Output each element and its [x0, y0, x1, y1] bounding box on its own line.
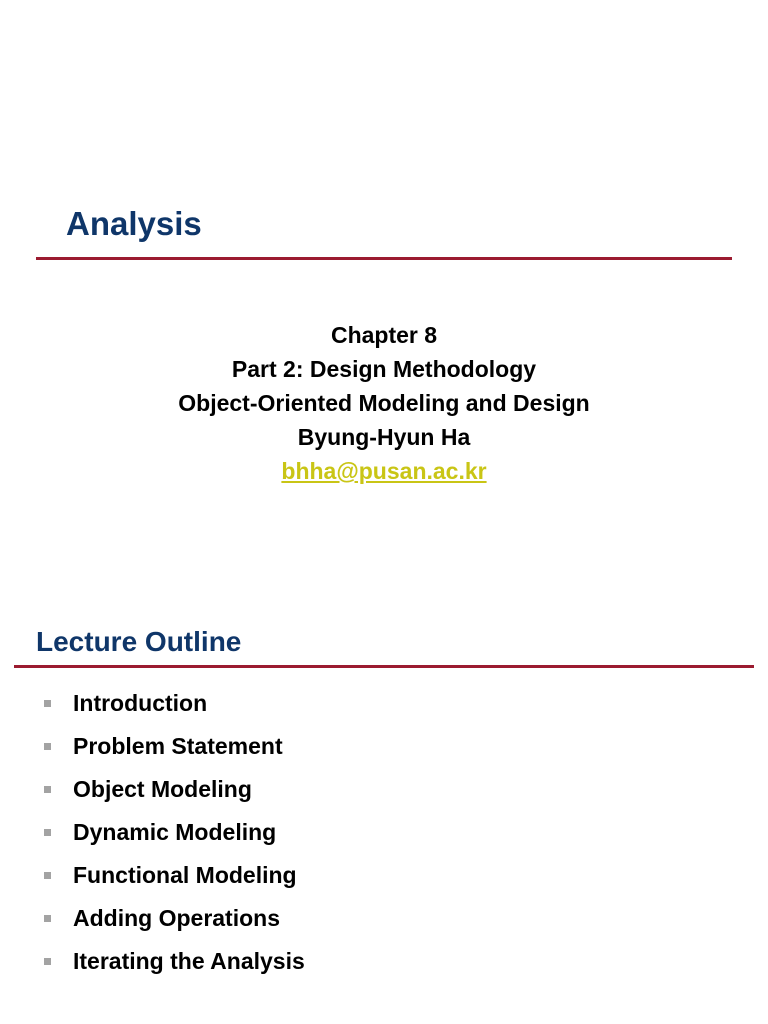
square-bullet-icon [44, 872, 51, 879]
list-item [44, 768, 305, 811]
list-item [44, 725, 305, 768]
list-item [44, 682, 305, 725]
title-info-block [0, 318, 768, 488]
chapter-label: Chapter 8 [330, 322, 438, 348]
outline-item-label: Functional Modeling [73, 862, 297, 888]
square-bullet-icon [44, 786, 51, 793]
outline-list [44, 682, 305, 983]
title-divider [36, 257, 732, 260]
square-bullet-icon [44, 829, 51, 836]
outline-item-label: Adding Operations [73, 905, 280, 931]
square-bullet-icon [44, 700, 51, 707]
list-item [44, 897, 305, 940]
square-bullet-icon [44, 958, 51, 965]
outline-divider [14, 665, 754, 668]
email-link[interactable]: bhha@pusan.ac.kr [281, 458, 487, 484]
outline-item-label: Dynamic Modeling [73, 819, 277, 845]
list-item [44, 854, 305, 897]
part-label: Part 2: Design Methodology [231, 356, 537, 382]
email-line [0, 454, 768, 488]
list-item [44, 940, 305, 983]
list-item [44, 811, 305, 854]
author-name: Byung-Hyun Ha [297, 424, 471, 450]
square-bullet-icon [44, 915, 51, 922]
outline-item-label: Iterating the Analysis [73, 948, 305, 974]
outline-title: Lecture Outline [36, 626, 242, 657]
outline-slide [0, 600, 768, 1024]
outline-item-label: Problem Statement [73, 733, 283, 759]
outline-item-label: Introduction [73, 690, 208, 716]
course-label: Object-Oriented Modeling and Design [178, 390, 590, 416]
slide-title: Analysis [66, 205, 202, 242]
square-bullet-icon [44, 743, 51, 750]
outline-item-label: Object Modeling [73, 776, 252, 802]
